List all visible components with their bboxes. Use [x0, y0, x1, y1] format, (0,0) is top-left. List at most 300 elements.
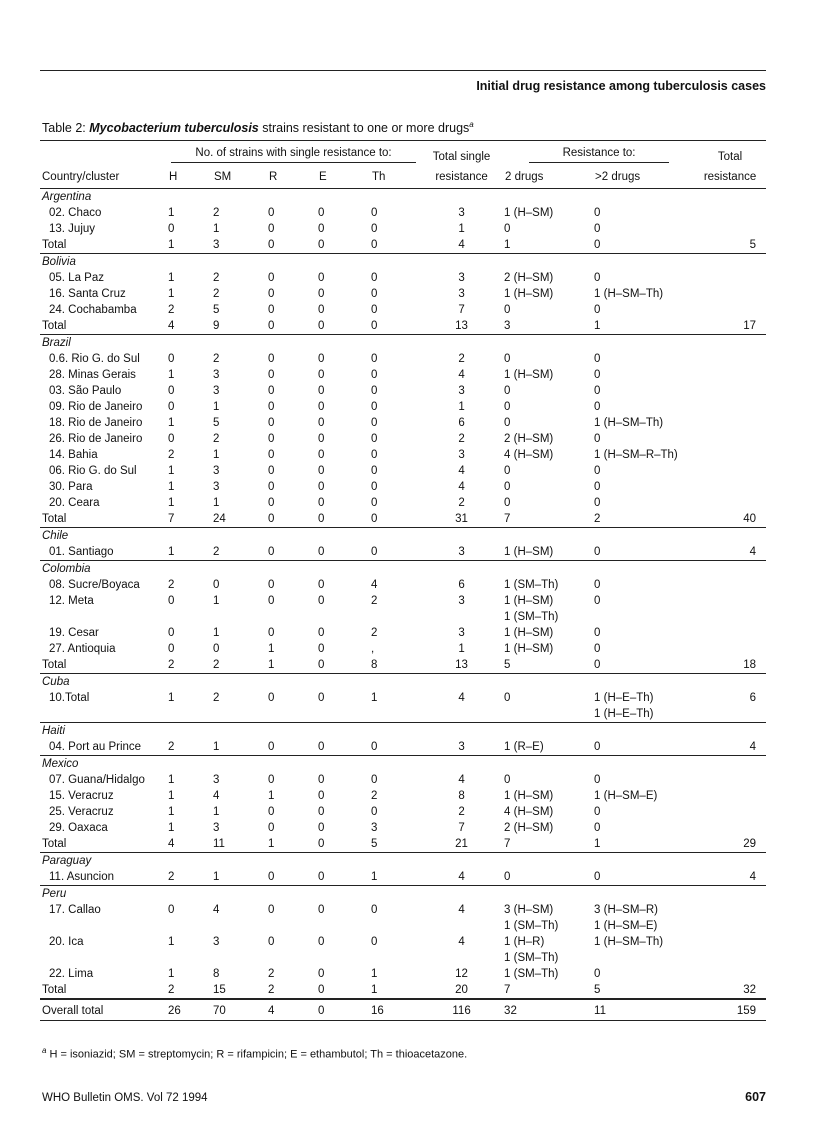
cell-sm: 2: [213, 433, 220, 445]
cell-h: 0: [168, 595, 175, 607]
cell-h: 7: [168, 511, 213, 528]
cell-total-single: 13: [419, 657, 504, 674]
cell-h: 2: [168, 449, 175, 461]
cell-country: 03. São Paulo: [49, 385, 122, 397]
cell-h: [168, 950, 213, 966]
cell-two-drugs: [504, 706, 594, 723]
cell-total-single: 3: [458, 207, 465, 219]
cell-two-drugs: 0: [504, 465, 511, 477]
cell-total-single: 31: [419, 511, 504, 528]
cell-e: 0: [318, 449, 325, 461]
cell-h: 1: [168, 790, 175, 802]
cell-th: 0: [371, 318, 419, 335]
cell-h: 1: [168, 481, 175, 493]
cell-two-drugs: 7: [504, 982, 594, 999]
cell-total-resistance: [694, 804, 766, 820]
cell-r: 0: [268, 936, 275, 948]
cell-two-drugs: 0: [504, 385, 511, 397]
cell-country: 04. Port au Prince: [40, 739, 168, 756]
cell-more-drugs: 0: [594, 627, 601, 639]
cell-r: 0: [268, 904, 275, 916]
cell-two-drugs: 1 (SM–Th): [504, 611, 559, 623]
cell-h: 26: [168, 999, 213, 1021]
cell-e: 0: [318, 982, 371, 999]
cell-more-drugs: 0: [594, 401, 601, 413]
cell-h: 1: [168, 237, 213, 254]
table-row: [40, 286, 766, 302]
caption-suffix: strains resistant to one or more drugs: [258, 121, 470, 136]
cell-country: 02. Chaco: [49, 207, 102, 219]
cell-h: 1: [168, 465, 175, 477]
cell-r: 0: [268, 272, 275, 284]
cell-sm: 3: [213, 822, 220, 834]
cell-h: 1: [168, 417, 175, 429]
cell-country: 07. Guana/Hidalgo: [49, 774, 145, 786]
cell-h: 1: [168, 369, 175, 381]
cell-total-single: 6: [458, 417, 465, 429]
cell-country: Total: [40, 511, 168, 528]
cell-sm: 3: [213, 465, 220, 477]
footnote-text: H = isoniazid; SM = streptomycin; R = rifampicin; E = ethambutol; Th = thioacetazone.: [46, 1048, 468, 1061]
caption-footnote-mark: a: [469, 120, 474, 129]
group-total-row: [40, 318, 766, 335]
cell-r: 0: [268, 692, 275, 704]
cell-e: 0: [318, 318, 371, 335]
cell-country: Total: [40, 318, 168, 335]
cell-country: 10.Total: [49, 692, 90, 704]
cell-th: 0: [371, 304, 378, 316]
group-heading-row: [40, 886, 766, 903]
table-row: [40, 609, 766, 625]
resistance-table-wrap: [40, 140, 766, 1021]
cell-h: 1: [168, 288, 175, 300]
cell-total-single: 4: [419, 869, 504, 886]
cell-two-drugs: 0: [504, 401, 511, 413]
cell-total-single: 6: [458, 579, 465, 591]
group-total-row: [40, 237, 766, 254]
cell-more-drugs: 0: [594, 304, 601, 316]
cell-total-resistance: [694, 286, 766, 302]
cell-r: 0: [268, 223, 275, 235]
cell-total-resistance: [694, 447, 766, 463]
cell-country: [40, 950, 168, 966]
table-row: [40, 950, 766, 966]
cell-two-drugs: 1 (H–SM): [504, 790, 554, 802]
cell-two-drugs: 0: [504, 353, 511, 365]
group-heading: Chile: [42, 530, 69, 542]
cell-r: 0: [268, 465, 275, 477]
cell-country: [40, 918, 168, 934]
cell-country: 24. Cochabamba: [49, 304, 137, 316]
cell-sm: [213, 609, 268, 625]
cell-total-resistance: [694, 625, 766, 641]
cell-total-single: [419, 609, 504, 625]
cell-total-single: 3: [458, 595, 465, 607]
table-row: [40, 966, 766, 982]
page-number: 607: [745, 1090, 766, 1104]
group-heading-row: [40, 674, 766, 691]
cell-e: 0: [318, 497, 325, 509]
cell-total-single: 3: [458, 272, 465, 284]
cell-total-single: 2: [458, 497, 465, 509]
cell-two-drugs: 1: [504, 237, 594, 254]
cell-sm: 9: [213, 318, 268, 335]
cell-h: 2: [168, 304, 175, 316]
cell-total-resistance: 5: [694, 237, 766, 254]
cell-more-drugs: [594, 950, 694, 966]
cell-two-drugs: 3: [504, 318, 594, 335]
cell-total-single: 7: [458, 304, 465, 316]
cell-sm: 5: [213, 417, 220, 429]
cell-sm: 2: [213, 207, 220, 219]
cell-e: 0: [318, 369, 325, 381]
cell-more-drugs: 0: [594, 806, 601, 818]
cell-sm: 70: [213, 999, 268, 1021]
table-row: [40, 479, 766, 495]
cell-total-resistance: [694, 221, 766, 237]
cell-more-drugs: 1: [594, 836, 694, 853]
cell-more-drugs: 1: [594, 318, 694, 335]
table-row: [40, 820, 766, 836]
cell-total-single: 4: [458, 465, 465, 477]
table-row: [40, 447, 766, 463]
cell-country: Total: [40, 237, 168, 254]
cell-total-resistance: 29: [694, 836, 766, 853]
cell-e: 0: [318, 936, 325, 948]
cell-more-drugs: 0: [594, 369, 601, 381]
cell-total-single: 3: [458, 627, 465, 639]
group-total-row: [40, 657, 766, 674]
cell-more-drugs: 0: [594, 433, 601, 445]
cell-th: 16: [371, 999, 419, 1021]
cell-country: [40, 609, 168, 625]
cell-r: 1: [268, 790, 275, 802]
cell-sm: [213, 950, 268, 966]
cell-total-single: 1: [458, 643, 465, 655]
table-row: [40, 641, 766, 657]
table-row: [40, 772, 766, 788]
cell-h: 1: [168, 806, 175, 818]
cell-total-single: 4: [458, 774, 465, 786]
cell-r: 0: [268, 774, 275, 786]
cell-two-drugs: 0: [504, 774, 511, 786]
cell-total-single: 20: [419, 982, 504, 999]
cell-total-resistance: [694, 399, 766, 415]
cell-h: 1: [168, 272, 175, 284]
group-heading-row: [40, 561, 766, 578]
cell-total-resistance: 18: [694, 657, 766, 674]
cell-e: 0: [318, 774, 325, 786]
cell-total-single: 4: [458, 481, 465, 493]
cell-two-drugs: 0: [504, 497, 511, 509]
cell-e: 0: [318, 643, 325, 655]
cell-th: 0: [371, 544, 419, 561]
cell-th: 0: [371, 806, 378, 818]
table-row: [40, 383, 766, 399]
cell-th: 0: [371, 223, 378, 235]
cell-total-single: 2: [458, 433, 465, 445]
cell-total-resistance: [694, 205, 766, 221]
cell-r: 0: [268, 822, 275, 834]
cell-total-single: [419, 950, 504, 966]
cell-country: 01. Santiago: [40, 544, 168, 561]
cell-e: 0: [318, 968, 325, 980]
cell-h: 2: [168, 739, 213, 756]
table-row: [40, 221, 766, 237]
cell-more-drugs: 0: [594, 207, 601, 219]
cell-sm: 2: [213, 353, 220, 365]
cell-more-drugs: 0: [594, 353, 601, 365]
cell-th: [371, 950, 419, 966]
cell-r: 0: [268, 433, 275, 445]
cell-two-drugs: 2 (H–SM): [504, 272, 554, 284]
cell-e: 0: [318, 869, 371, 886]
cell-sm: 24: [213, 511, 268, 528]
cell-sm: 1: [213, 739, 268, 756]
cell-e: [318, 609, 371, 625]
table-caption: [42, 120, 474, 135]
cell-r: 0: [268, 369, 275, 381]
cell-more-drugs: 0: [594, 643, 601, 655]
cell-sm: [213, 706, 268, 723]
cell-two-drugs: 32: [504, 999, 594, 1021]
cell-e: 0: [318, 353, 325, 365]
cell-total-resistance: 6: [749, 692, 757, 704]
group-heading-row: [40, 528, 766, 545]
cell-e: 0: [318, 401, 325, 413]
cell-more-drugs: 0: [594, 869, 694, 886]
cell-total-single: 3: [419, 739, 504, 756]
cell-h: 0: [168, 643, 175, 655]
cell-th: 1: [371, 869, 419, 886]
cell-two-drugs: 2 (H–SM): [504, 433, 554, 445]
table-row: [40, 431, 766, 447]
cell-th: 0: [371, 774, 378, 786]
journal-footer: WHO Bulletin OMS. Vol 72 1994: [42, 1092, 208, 1104]
cell-e: 0: [318, 481, 325, 493]
group-total-row: [40, 544, 766, 561]
cell-two-drugs: 7: [504, 836, 594, 853]
table-row: [40, 302, 766, 318]
group-heading: Peru: [42, 888, 67, 900]
group-total-row: [40, 706, 766, 723]
cell-e: 0: [318, 657, 371, 674]
cell-total-resistance: 159: [694, 999, 766, 1021]
cell-sm: 15: [213, 982, 268, 999]
cell-e: 0: [318, 385, 325, 397]
cell-total-single: 4: [458, 936, 465, 948]
cell-th: 0: [371, 385, 378, 397]
cell-r: [268, 950, 318, 966]
cell-sm: 3: [213, 481, 220, 493]
cell-th: [371, 918, 419, 934]
cell-h: 0: [168, 433, 175, 445]
cell-country: 0.6. Rio G. do Sul: [49, 353, 140, 365]
cell-total-resistance: [694, 383, 766, 399]
table-row: [40, 625, 766, 641]
cell-total-single: 3: [458, 385, 465, 397]
cell-r: 0: [268, 385, 275, 397]
cell-r: 0: [268, 401, 275, 413]
group-heading-row: [40, 335, 766, 352]
cell-total-resistance: [694, 351, 766, 367]
cell-more-drugs: 0: [594, 579, 601, 591]
cell-h: 1: [168, 822, 175, 834]
cell-total-resistance: 4: [694, 739, 766, 756]
footnote: [42, 1046, 467, 1061]
cell-sm: 2: [213, 657, 268, 674]
cell-total-single: 12: [455, 968, 468, 980]
cell-th: 1: [371, 982, 419, 999]
cell-h: 1: [168, 774, 175, 786]
cell-r: 0: [268, 627, 275, 639]
cell-e: 0: [318, 822, 325, 834]
cell-r: 1: [268, 643, 275, 655]
group-heading: Mexico: [42, 758, 79, 770]
cell-r: [268, 609, 318, 625]
cell-country: Total: [40, 836, 168, 853]
cell-sm: [213, 918, 268, 934]
cell-total-resistance: [694, 609, 766, 625]
cell-sm: 4: [213, 904, 220, 916]
cell-h: 2: [168, 869, 213, 886]
group-heading: Paraguay: [42, 855, 92, 867]
cell-country: 20. Ica: [49, 936, 84, 948]
cell-sm: 3: [213, 774, 220, 786]
cell-country: [40, 706, 168, 723]
cell-total-resistance: [694, 479, 766, 495]
cell-country: Total: [40, 657, 168, 674]
cell-more-drugs: 1 (H–SM–Th): [594, 936, 664, 948]
resistance-table: [40, 140, 766, 1021]
cell-country: 27. Antioquia: [49, 643, 116, 655]
cell-total-single: 4: [419, 237, 504, 254]
cell-more-drugs: 0: [594, 237, 694, 254]
cell-two-drugs: 0: [504, 481, 511, 493]
cell-sm: 1: [213, 806, 220, 818]
cell-h: 0: [168, 627, 175, 639]
cell-more-drugs: 0: [594, 385, 601, 397]
cell-th: 2: [371, 790, 378, 802]
group-heading: Brazil: [42, 337, 71, 349]
cell-more-drugs: 0: [594, 657, 694, 674]
cell-h: 1: [168, 692, 175, 704]
cell-r: [268, 706, 318, 723]
cell-total-resistance: [694, 950, 766, 966]
group-total-row: [40, 511, 766, 528]
cell-more-drugs: 2: [594, 511, 694, 528]
cell-h: [168, 706, 213, 723]
cell-two-drugs: 1 (H–SM): [504, 544, 594, 561]
cell-two-drugs: 5: [504, 657, 594, 674]
cell-two-drugs: 1 (H–SM): [504, 207, 554, 219]
cell-h: 1: [168, 497, 175, 509]
group-heading-row: [40, 723, 766, 740]
cell-e: 0: [318, 433, 325, 445]
cell-total-resistance: [694, 367, 766, 383]
cell-two-drugs: 1 (SM–Th): [504, 920, 559, 932]
cell-th: 2: [371, 595, 378, 607]
cell-e: 0: [318, 465, 325, 477]
cell-sm: 5: [213, 304, 220, 316]
cell-r: 0: [268, 481, 275, 493]
cell-country: 28. Minas Gerais: [49, 369, 136, 381]
footnote-mark: a: [42, 1046, 47, 1055]
cell-th: 0: [371, 288, 378, 300]
cell-more-drugs: 1 (H–E–Th): [594, 706, 694, 723]
cell-country: 15. Veracruz: [49, 790, 114, 802]
cell-r: 0: [268, 288, 275, 300]
cell-more-drugs: 1 (H–SM–Th): [594, 288, 664, 300]
cell-country: 08. Sucre/Boyaca: [49, 579, 140, 591]
cell-th: 0: [371, 353, 378, 365]
cell-h: 0: [168, 401, 175, 413]
cell-more-drugs: 0: [594, 595, 601, 607]
cell-e: 0: [318, 511, 371, 528]
cell-two-drugs: 1 (R–E): [504, 739, 594, 756]
cell-e: 0: [318, 836, 371, 853]
table-row: [40, 367, 766, 383]
cell-more-drugs: 3 (H–SM–R): [594, 904, 658, 916]
header-resistance-to: Resistance to:: [504, 141, 694, 165]
cell-country: 11. Asuncion: [40, 869, 168, 886]
cell-th: 0: [371, 497, 378, 509]
cell-sm: 2: [213, 288, 220, 300]
header-country: Country/cluster: [40, 164, 168, 189]
cell-th: 0: [371, 449, 378, 461]
group-heading-row: [40, 254, 766, 271]
cell-th: 1: [371, 968, 378, 980]
cell-total-resistance: 4: [694, 869, 766, 886]
cell-th: 0: [371, 369, 378, 381]
cell-r: 0: [268, 353, 275, 365]
cell-country: 09. Rio de Janeiro: [49, 401, 143, 413]
cell-sm: 1: [213, 449, 220, 461]
caption-prefix: Table 2:: [42, 121, 90, 136]
cell-sm: 1: [213, 223, 220, 235]
cell-total-resistance: 40: [694, 511, 766, 528]
cell-total-resistance: [694, 495, 766, 511]
cell-more-drugs: 0: [594, 968, 601, 980]
cell-two-drugs: 0: [504, 304, 511, 316]
cell-h: 0: [168, 904, 175, 916]
cell-two-drugs: 1 (H–SM): [504, 288, 554, 300]
cell-two-drugs: 1 (H–SM): [504, 643, 554, 655]
header-2drugs: 2 drugs: [504, 164, 594, 189]
table-row: [40, 593, 766, 609]
group-heading-row: [40, 189, 766, 206]
cell-total-single: 4: [458, 692, 465, 704]
header-E: E: [318, 164, 371, 189]
cell-two-drugs: 1 (SM–Th): [504, 579, 559, 591]
cell-sm: 3: [213, 237, 268, 254]
cell-th: [371, 609, 419, 625]
group-heading: Colombia: [42, 563, 91, 575]
cell-two-drugs: 4 (H–SM): [504, 449, 554, 461]
cell-country: 30. Para: [49, 481, 93, 493]
cell-total-single: 4: [458, 904, 465, 916]
cell-e: 0: [318, 904, 325, 916]
cell-h: 2: [168, 579, 175, 591]
cell-sm: 1: [213, 595, 220, 607]
cell-r: 0: [268, 318, 318, 335]
cell-country: Total: [40, 982, 168, 999]
cell-total-resistance: [694, 415, 766, 431]
cell-sm: 2: [213, 692, 220, 704]
cell-r: 0: [268, 497, 275, 509]
cell-total-single: 1: [458, 223, 465, 235]
cell-two-drugs: 2 (H–SM): [504, 822, 554, 834]
